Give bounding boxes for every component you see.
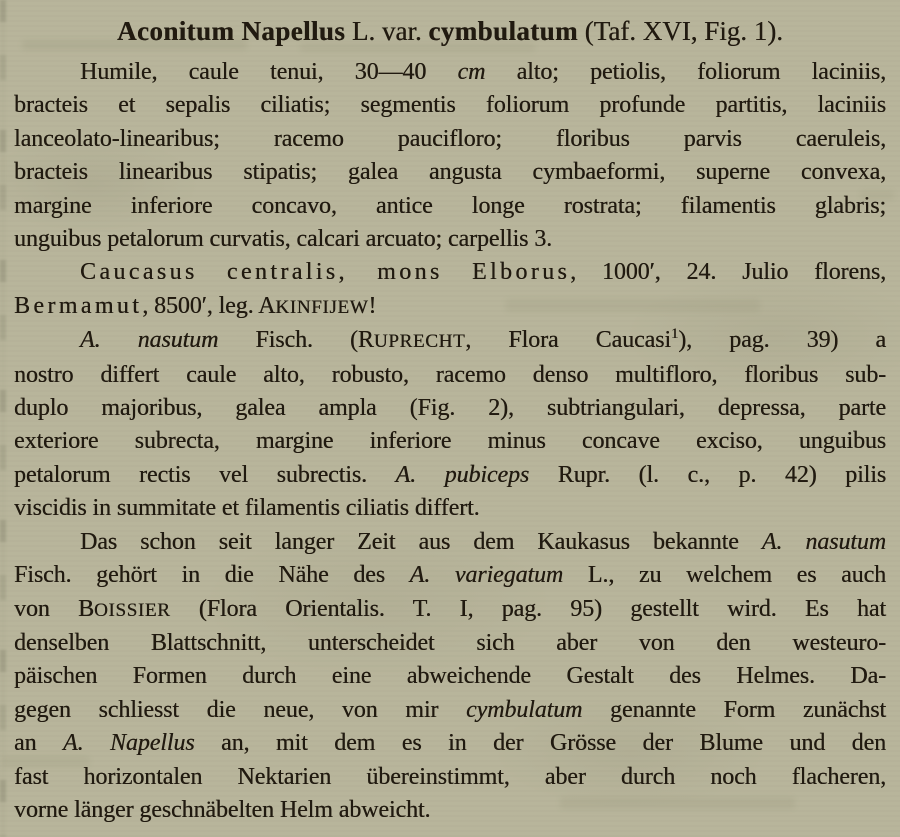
text-segment: gegen schliesst die neue, von mir: [14, 696, 466, 723]
text-segment: denselben Blattschnitt, unterscheidet sich aber von den westeuro-: [14, 629, 886, 656]
text-segment: vorne länger geschnäbelten Helm abweicht.: [14, 796, 431, 823]
text-segment: Bermamut: [14, 292, 143, 319]
text-segment: Aconitum Napellus: [117, 16, 346, 46]
text-segment: duplo majoribus, galea ampla (Fig. 2), subtriangulari, depressa, parte: [14, 395, 886, 422]
text-line: [14, 324, 886, 358]
text-segment: von: [14, 595, 79, 622]
text-line: [14, 123, 886, 156]
text-segment: alto; petiolis, foliorum laciniis,: [485, 59, 886, 85]
text-segment: A. nasutum: [80, 327, 219, 354]
text-segment: ), pag. 39) a: [678, 327, 886, 354]
text-line: [14, 425, 886, 458]
text-segment: B: [78, 595, 94, 622]
text-line: [14, 526, 886, 559]
text-line: [14, 190, 886, 223]
text-segment: fast horizontalen Nektarien übereinstimmt, aber durch noch flacheren,: [14, 763, 886, 790]
text-segment: (Taf. XVI, Fig. 1).: [577, 16, 783, 46]
text-line: [14, 392, 886, 425]
text-line: [14, 593, 886, 627]
text-line: [14, 459, 886, 492]
text-line: [14, 156, 886, 189]
text-line: [14, 492, 886, 525]
text-line: [14, 56, 886, 89]
text-segment: UPRECHT: [373, 331, 466, 353]
text-segment: A. pubiceps: [395, 461, 530, 488]
text-line: [14, 89, 886, 122]
text-line: [14, 559, 886, 592]
text-segment: , 8500′, leg.: [142, 292, 259, 319]
text-segment: !: [368, 292, 377, 319]
text-segment: bracteis et sepalis ciliatis; segmentis foliorum profunde partitis, laciniis: [14, 92, 886, 119]
text-segment: KINFIJEW: [275, 296, 369, 318]
text-segment: cymbulatum: [428, 16, 578, 46]
text-line: [14, 627, 886, 660]
text-segment: Fisch. (: [218, 327, 358, 354]
text-segment: , Flora Caucasi: [465, 327, 671, 354]
text-segment: genannte Form zunächst: [582, 696, 886, 723]
text-line: [14, 727, 886, 760]
text-line: [14, 794, 886, 827]
text-line: [14, 359, 886, 392]
text-segment: unguibus petalorum curvatis, calcari arcuato; carpellis 3.: [14, 226, 552, 253]
text-line: [14, 223, 886, 256]
text-segment: lanceolato-linearibus; racemo paucifloro; floribus parvis caeruleis,: [14, 125, 886, 152]
text-segment: A. Napellus: [62, 730, 195, 757]
text-segment: margine inferiore concavo, antice longe rostrata; filamentis glabris;: [14, 192, 886, 219]
text-segment: bracteis linearibus stipatis; galea angusta cymbaeformi, superne convexa,: [14, 159, 886, 186]
text-segment: Das schon seit langer Zeit aus dem Kaukasus bekannte: [80, 528, 762, 555]
text-segment: L. var.: [345, 16, 429, 46]
text-segment: OISSIER: [93, 599, 171, 621]
text-segment: , 1000′, 24. Julio florens,: [570, 259, 886, 286]
text-segment: A: [258, 292, 276, 319]
text-line: [14, 694, 886, 727]
text-segment: A. variegatum: [409, 562, 564, 589]
text-line: [14, 256, 886, 289]
text-segment: viscidis in summitate et filamentis ciliatis differt.: [14, 495, 480, 522]
text-body: [14, 56, 886, 827]
text-segment: R: [357, 327, 374, 354]
text-segment: nostro differt caule alto, robusto, racemo denso multifloro, floribus sub-: [14, 361, 886, 388]
text-segment: an: [14, 730, 63, 757]
text-segment: an, mit dem es in der Grösse der Blume und den: [194, 730, 886, 757]
text-segment: exteriore subrecta, margine inferiore minus concave exciso, unguibus: [14, 428, 886, 455]
text-segment: Humile, caule tenui, 30—40: [80, 59, 458, 85]
text-segment: A. nasutum: [761, 528, 886, 555]
text-segment: Fisch. gehört in die Nähe des: [14, 562, 410, 589]
text-line: [14, 290, 886, 324]
text-segment: petalorum rectis vel subrectis.: [14, 461, 396, 488]
text-segment: Caucasus centralis, mons Elborus: [80, 259, 571, 286]
text-segment: cm: [457, 59, 486, 85]
text-segment: (Flora Orientalis. T. I, pag. 95) gestellt wird. Es hat: [170, 595, 886, 622]
text-segment: L., zu welchem es auch: [563, 562, 886, 589]
text-segment: Rupr. (l. c., p. 42) pilis: [529, 461, 887, 488]
text-segment: cymbulatum: [465, 696, 583, 723]
scan-edge-shading: [0, 0, 6, 837]
text-line: [14, 660, 886, 693]
text-segment: päischen Formen durch eine abweichende Gestalt des Helmes. Da-: [14, 663, 886, 690]
text-line: [14, 761, 886, 794]
text-segment: 1: [670, 326, 679, 343]
page-title: [14, 8, 886, 54]
